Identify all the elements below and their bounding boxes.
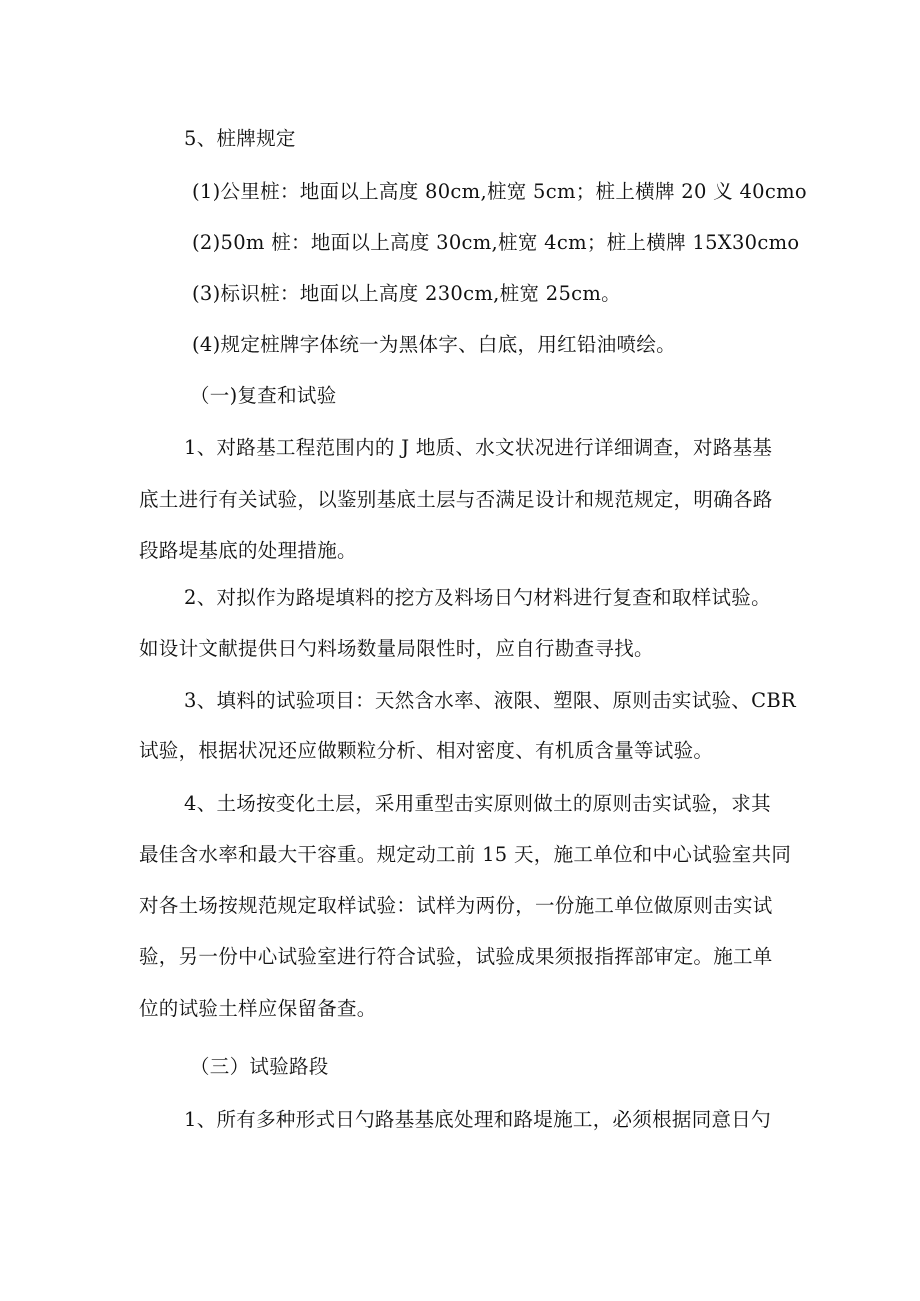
paragraph-4-line-3: 对各土场按规范规定取样试验：试样为两份，一份施工单位做原则击实试 — [139, 894, 773, 917]
paragraph-2-line-1: 2、对拟作为路堤填料的挖方及料场日勺材料进行复查和取样试验。 — [184, 586, 771, 609]
heading-stake-rules: 5、桩牌规定 — [184, 127, 296, 150]
section-heading-test-section: （三）试验路段 — [190, 1055, 329, 1078]
paragraph-5-line-1: 1、所有多种形式日勺路基基底处理和路堤施工，必须根据同意日勺 — [184, 1108, 771, 1131]
paragraph-3-line-1: 3、填料的试验项目：天然含水率、液限、塑限、原则击实试验、CBR — [184, 689, 796, 712]
item-50m-stake: (2)50m 桩：地面以上高度 30cm,桩宽 4cm；桩上横牌 15X30cmo — [192, 231, 800, 254]
paragraph-1-line-3: 段路堤基底的处理措施。 — [139, 539, 357, 562]
item-km-stake: (1)公里桩：地面以上高度 80cm,桩宽 5cm；桩上横牌 20 义 40cmo — [192, 180, 807, 203]
paragraph-1-line-1: 1、对路基工程范围内的 J 地质、水文状况进行详细调查，对路基基 — [184, 436, 773, 459]
paragraph-2-line-2: 如设计文献提供日勺料场数量局限性时，应自行勘查寻找。 — [139, 637, 654, 660]
paragraph-4-line-5: 位的试验土样应保留备查。 — [139, 997, 377, 1020]
paragraph-4-line-4: 验，另一份中心试验室进行符合试验，试验成果须报指挥部审定。施工单 — [139, 945, 773, 968]
section-heading-review-test: （一)复查和试验 — [190, 384, 337, 407]
paragraph-4-line-1: 4、土场按变化土层，采用重型击实原则做土的原则击实试验，求其 — [184, 792, 771, 815]
paragraph-1-line-2: 底土进行有关试验，以鉴别基底土层与否满足设计和规范规定，明确各路 — [139, 488, 773, 511]
paragraph-4-line-2: 最佳含水率和最大干容重。规定动工前 15 天，施工单位和中心试验室共同 — [139, 843, 792, 866]
paragraph-3-line-2: 试验，根据状况还应做颗粒分析、相对密度、有机质含量等试验。 — [139, 739, 714, 762]
item-stake-font: (4)规定桩牌字体统一为黑体字、白底，用红铅油喷绘。 — [192, 333, 676, 356]
item-marker-stake: (3)标识桩：地面以上高度 230cm,桩宽 25cm。 — [192, 282, 621, 305]
